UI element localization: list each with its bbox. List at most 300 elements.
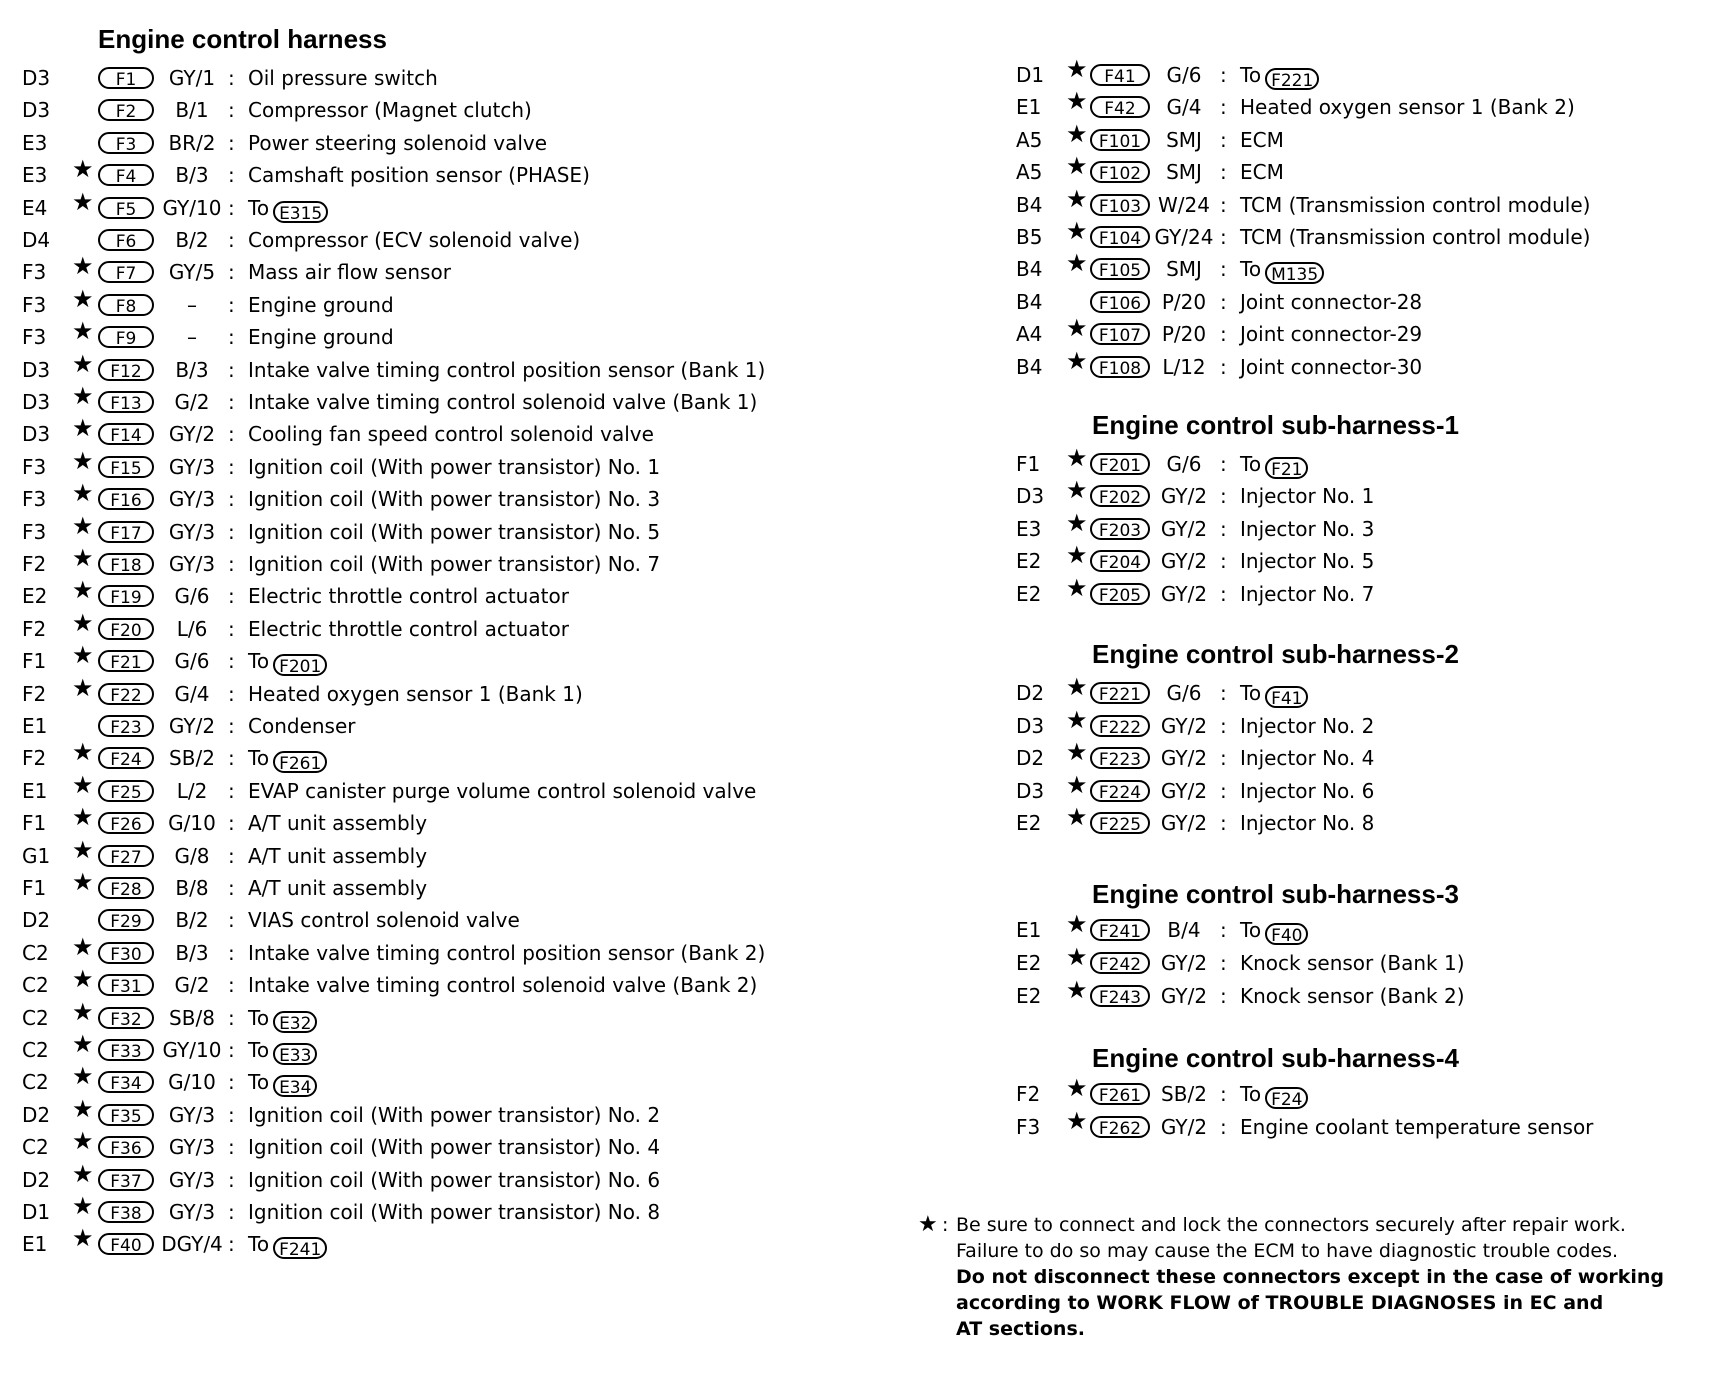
target-connector-code: F201 (273, 654, 327, 676)
connector-row (0, 1062, 960, 1099)
connector-code: F12 (98, 359, 154, 381)
connector-description: A/T unit assembly (248, 843, 428, 868)
connector-row (1000, 910, 1710, 946)
connector-row (1000, 152, 1710, 187)
connector-code: F106 (1090, 291, 1150, 313)
connector-description: Joint connector-30 (1240, 354, 1423, 379)
grid-location: C2 (22, 973, 49, 998)
separator-colon: : (228, 228, 235, 252)
wire-spec: GY/3 (168, 552, 216, 576)
grid-location: D2 (1016, 681, 1045, 705)
wire-spec: GY/2 (1160, 811, 1208, 836)
star-icon: ★ (1066, 705, 1088, 734)
connector-code: F38 (98, 1201, 154, 1223)
separator-colon: : (1220, 581, 1227, 606)
grid-location: D2 (22, 908, 51, 933)
connector-description: A/T unit assembly (248, 811, 428, 836)
separator-colon: : (1220, 681, 1227, 705)
star-icon: ★ (72, 382, 94, 410)
connector-row (0, 252, 960, 287)
connector-row (0, 835, 960, 871)
separator-colon: : (1220, 1082, 1227, 1106)
wire-spec: GY/3 (168, 487, 216, 512)
wire-spec: G/6 (1166, 452, 1202, 476)
separator-colon: : (1220, 354, 1227, 379)
wire-spec: SB/2 (169, 746, 215, 771)
star-icon: ★ (1066, 803, 1088, 832)
grid-location: E2 (1016, 984, 1042, 1008)
wire-spec: GY/3 (168, 1200, 216, 1224)
grid-location: D3 (22, 390, 51, 414)
separator-colon: : (228, 163, 235, 188)
connector-description: Engine ground (248, 292, 394, 317)
target-connector-code: F261 (273, 751, 327, 773)
wire-spec: GY/1 (168, 66, 216, 90)
connector-description: Intake valve timing control position sensor (Bank 2) (248, 940, 766, 965)
wire-spec: G/10 (168, 1070, 216, 1095)
connector-row (0, 187, 960, 224)
separator-colon: : (1220, 516, 1227, 541)
connector-code: F14 (98, 423, 154, 445)
connector-row (0, 446, 960, 482)
connector-code: F204 (1090, 550, 1150, 572)
target-connector-code: F41 (1265, 686, 1308, 708)
connector-code: F104 (1090, 226, 1150, 248)
wire-spec: B/8 (175, 876, 209, 900)
separator-colon: : (228, 1232, 235, 1257)
connector-description: EVAP canister purge volume control solenoid valve (248, 778, 757, 803)
grid-location: E1 (1016, 918, 1042, 942)
wire-spec: W/24 (1158, 192, 1210, 217)
separator-colon: : (228, 616, 235, 641)
separator-colon: : (228, 584, 235, 609)
separator-colon: : (228, 390, 235, 414)
grid-location: C2 (22, 940, 49, 965)
connector-row (1000, 738, 1710, 773)
connector-description: To E33 (248, 1035, 317, 1065)
connector-code: F261 (1090, 1083, 1150, 1105)
connector-description: Injector No. 7 (1240, 581, 1375, 606)
grid-location: E2 (1016, 549, 1042, 574)
separator-colon: : (228, 422, 235, 447)
star-icon: ★ (72, 1159, 94, 1188)
separator-colon: : (228, 649, 235, 674)
connector-description: Compressor (ECV solenoid valve) (248, 228, 581, 252)
connector-code: F27 (98, 845, 154, 867)
wire-spec: P/20 (1161, 289, 1207, 314)
star-icon: ★ (72, 965, 94, 994)
connector-row (1000, 803, 1710, 838)
separator-colon: : (228, 1167, 235, 1192)
wire-spec: – (187, 292, 197, 317)
wire-spec: L/2 (176, 778, 208, 803)
connector-code: F32 (98, 1007, 154, 1029)
connector-code: F1 (98, 67, 154, 89)
connector-code: F18 (98, 553, 154, 575)
wire-spec: GY/3 (168, 1102, 216, 1127)
connector-code: F7 (98, 261, 154, 283)
grid-location: F3 (22, 325, 47, 350)
grid-location: D3 (22, 66, 51, 90)
connector-description: To M135 (1240, 254, 1324, 284)
separator-colon: : (1220, 322, 1227, 347)
wire-spec: G/6 (1166, 63, 1202, 87)
connector-code: F42 (1090, 96, 1150, 118)
footnote-colon: : (942, 1214, 949, 1236)
connector-code: F5 (98, 197, 154, 219)
grid-location: G1 (22, 843, 51, 868)
connector-row (1000, 541, 1710, 576)
separator-colon: : (228, 1070, 235, 1095)
separator-colon: : (228, 940, 235, 965)
connector-row (0, 155, 960, 190)
separator-colon: : (1220, 225, 1227, 249)
separator-colon: : (228, 973, 235, 998)
separator-colon: : (1220, 984, 1227, 1008)
connector-description: Mass air flow sensor (248, 260, 451, 285)
connector-row (0, 63, 960, 93)
footnote-line-2: Failure to do so may cause the ECM to have diagnostic trouble codes. (956, 1240, 1619, 1262)
wire-spec: B/4 (1167, 918, 1201, 942)
connector-row (1000, 314, 1710, 349)
connector-row (0, 225, 960, 255)
grid-location: D3 (22, 357, 51, 382)
grid-location: A5 (1016, 127, 1043, 152)
target-connector-code: E315 (273, 201, 328, 223)
connector-row (1000, 287, 1710, 317)
star-icon: ★ (1066, 573, 1088, 602)
separator-colon: : (228, 519, 235, 544)
connector-description: Electric throttle control actuator (248, 616, 569, 641)
connector-code: F30 (98, 942, 154, 964)
connector-description: Ignition coil (With power transistor) No. 4 (248, 1135, 661, 1160)
footnote-line-3: Do not disconnect these connectors except in the case of working (956, 1266, 1665, 1288)
connector-code: F101 (1090, 129, 1150, 151)
connector-row (0, 711, 960, 741)
wire-spec: SB/2 (1161, 1082, 1207, 1106)
separator-colon: : (228, 876, 235, 900)
grid-location: E2 (22, 584, 48, 609)
connector-description: Injector No. 2 (1240, 713, 1375, 738)
separator-colon: : (1220, 1115, 1227, 1139)
separator-colon: : (228, 552, 235, 576)
star-icon: ★ (1066, 476, 1088, 505)
wire-spec: B/3 (175, 357, 209, 382)
connector-code: F23 (98, 715, 154, 737)
separator-colon: : (1220, 713, 1227, 738)
connector-code: F37 (98, 1169, 154, 1191)
wire-spec: GY/2 (1160, 984, 1208, 1008)
connector-description: To F41 (1240, 678, 1308, 708)
connector-code: F223 (1090, 747, 1150, 769)
grid-location: F3 (22, 292, 47, 317)
connector-row (0, 673, 960, 709)
separator-colon: : (1220, 484, 1227, 509)
connector-description: To F21 (1240, 449, 1308, 479)
connector-row (0, 868, 960, 903)
connector-code: F26 (98, 812, 154, 834)
wire-spec: GY/2 (1160, 746, 1208, 771)
star-icon: ★ (72, 187, 94, 216)
wire-spec: GY/2 (168, 714, 216, 738)
grid-location: D3 (1016, 713, 1045, 738)
connector-row (0, 1094, 960, 1130)
connector-code: F35 (98, 1104, 154, 1126)
connector-code: F33 (98, 1039, 154, 1061)
footnote-star-icon: ★ (918, 1212, 938, 1237)
grid-location: E4 (22, 195, 48, 220)
heading-sub-harness-3: Engine control sub-harness-3 (1092, 879, 1459, 909)
connector-description: Joint connector-28 (1240, 289, 1423, 314)
star-icon: ★ (72, 1030, 94, 1058)
connector-code: F222 (1090, 715, 1150, 737)
connector-code: F202 (1090, 485, 1150, 507)
wire-spec: G/10 (168, 811, 216, 836)
connector-code: F29 (98, 909, 154, 931)
wire-spec: G/6 (1166, 681, 1202, 705)
connector-code: F2 (98, 99, 154, 121)
separator-colon: : (228, 292, 235, 317)
connector-code: F262 (1090, 1116, 1150, 1138)
target-connector-code: E33 (273, 1043, 317, 1065)
wire-spec: GY/5 (168, 260, 216, 285)
wire-spec: SMJ (1166, 257, 1202, 282)
separator-colon: : (228, 1005, 235, 1030)
separator-colon: : (1220, 160, 1227, 185)
footnote-line-4: according to WORK FLOW of TROUBLE DIAGNOSES in EC and (956, 1292, 1604, 1314)
separator-colon: : (228, 1200, 235, 1224)
star-icon: ★ (1066, 1107, 1088, 1135)
wire-spec: L/12 (1162, 354, 1206, 379)
wire-spec: GY/2 (1160, 951, 1208, 975)
connector-description: Injector No. 6 (1240, 778, 1375, 803)
separator-colon: : (1220, 127, 1227, 152)
wire-spec: GY/2 (1160, 713, 1208, 738)
connector-row (0, 905, 960, 935)
separator-colon: : (1220, 289, 1227, 314)
grid-location: E1 (1016, 95, 1042, 120)
connector-code: F22 (98, 683, 154, 705)
connector-code: F242 (1090, 952, 1150, 974)
connector-description: To E315 (248, 193, 328, 223)
connector-row (1000, 673, 1710, 709)
wire-spec: GY/2 (1160, 516, 1208, 541)
grid-location: D2 (22, 1102, 51, 1127)
connector-row (0, 349, 960, 385)
connector-row (1000, 476, 1710, 511)
separator-colon: : (228, 1102, 235, 1127)
connector-description: Ignition coil (With power transistor) No. 5 (248, 519, 661, 544)
star-icon: ★ (1066, 770, 1088, 799)
wire-spec: GY/2 (1160, 778, 1208, 803)
star-icon: ★ (72, 317, 94, 346)
connector-code: F34 (98, 1071, 154, 1093)
grid-location: D2 (1016, 746, 1045, 771)
grid-location: D1 (1016, 63, 1045, 87)
star-icon: ★ (72, 155, 94, 184)
star-icon: ★ (1066, 508, 1088, 537)
wire-spec: B/3 (175, 940, 209, 965)
star-icon: ★ (72, 835, 94, 864)
grid-location: F2 (22, 616, 47, 641)
connector-code: F13 (98, 391, 154, 413)
connector-description: Engine ground (248, 325, 394, 350)
connector-description: Injector No. 5 (1240, 549, 1375, 574)
star-icon: ★ (1066, 738, 1088, 767)
wire-spec: P/20 (1161, 322, 1207, 347)
star-icon: ★ (72, 738, 94, 767)
star-icon: ★ (1066, 1074, 1088, 1102)
wire-spec: BR/2 (168, 130, 216, 155)
connector-description: Heated oxygen sensor 1 (Bank 2) (1240, 95, 1575, 120)
star-icon: ★ (72, 511, 94, 540)
connector-row (0, 738, 960, 775)
grid-location: E3 (22, 163, 48, 188)
connector-description: Intake valve timing control position sensor (Bank 1) (248, 357, 766, 382)
star-icon: ★ (72, 1127, 94, 1156)
wire-spec: G/6 (174, 649, 210, 674)
connector-row (1000, 1107, 1710, 1142)
connector-description: Camshaft position sensor (PHASE) (248, 163, 590, 188)
target-connector-code: F40 (1265, 923, 1308, 945)
wire-spec: G/8 (174, 843, 210, 868)
connector-row (0, 932, 960, 968)
connector-row (0, 1030, 960, 1066)
grid-location: B4 (1016, 354, 1043, 379)
separator-colon: : (1220, 95, 1227, 120)
wire-spec: GY/10 (162, 1038, 222, 1062)
connector-row (0, 128, 960, 158)
separator-colon: : (1220, 778, 1227, 803)
star-icon: ★ (72, 479, 94, 508)
separator-colon: : (1220, 63, 1227, 87)
heading-sub-harness-1: Engine control sub-harness-1 (1092, 410, 1459, 440)
connector-description: Intake valve timing control solenoid valve (Bank 1) (248, 390, 758, 414)
connector-row (0, 965, 960, 1000)
wire-spec: – (187, 325, 197, 350)
connector-description: Engine coolant temperature sensor (1240, 1115, 1594, 1139)
grid-location: A4 (1016, 322, 1043, 347)
connector-description: TCM (Transmission control module) (1240, 225, 1591, 249)
connector-row (0, 997, 960, 1034)
connector-row (1000, 119, 1710, 155)
wire-spec: GY/3 (168, 1135, 216, 1160)
connector-code: F40 (98, 1233, 154, 1255)
connector-code: F225 (1090, 812, 1150, 834)
connector-code: F201 (1090, 453, 1150, 475)
target-connector-code: F241 (273, 1237, 327, 1259)
star-icon: ★ (1066, 541, 1088, 570)
separator-colon: : (1220, 192, 1227, 217)
connector-description: Injector No. 1 (1240, 484, 1375, 509)
connector-description: Ignition coil (With power transistor) No. 1 (248, 454, 661, 479)
grid-location: E2 (1016, 811, 1042, 836)
grid-location: E2 (1016, 951, 1042, 975)
star-icon: ★ (72, 608, 94, 637)
separator-colon: : (1220, 452, 1227, 476)
wire-spec: G/4 (174, 681, 210, 706)
separator-colon: : (228, 778, 235, 803)
star-icon: ★ (1066, 152, 1088, 181)
wire-spec: GY/2 (168, 422, 216, 447)
star-icon: ★ (1066, 217, 1088, 245)
star-icon: ★ (1066, 943, 1088, 971)
connector-description: Ignition coil (With power transistor) No. 3 (248, 487, 661, 512)
star-icon: ★ (72, 576, 94, 605)
grid-location: F1 (22, 876, 47, 900)
wire-spec: B/2 (175, 908, 209, 933)
connector-row (0, 770, 960, 806)
grid-location: B4 (1016, 257, 1043, 282)
star-icon: ★ (72, 1192, 94, 1220)
connector-description: Knock sensor (Bank 2) (1240, 984, 1465, 1008)
connector-description: Injector No. 3 (1240, 516, 1375, 541)
connector-row (0, 1127, 960, 1162)
wire-spec: GY/3 (168, 454, 216, 479)
connector-row (0, 803, 960, 838)
star-icon: ★ (72, 252, 94, 281)
grid-location: B4 (1016, 192, 1043, 217)
connector-code: F221 (1090, 682, 1150, 704)
star-icon: ★ (1066, 976, 1088, 1004)
connector-code: F19 (98, 585, 154, 607)
target-connector-code: F221 (1265, 68, 1319, 90)
grid-location: F3 (22, 454, 47, 479)
wire-spec: G/4 (1166, 95, 1202, 120)
connector-code: F17 (98, 521, 154, 543)
connector-row (1000, 943, 1710, 978)
star-icon: ★ (72, 868, 94, 896)
target-connector-code: F21 (1265, 457, 1308, 479)
star-icon: ★ (72, 997, 94, 1026)
connector-code: F20 (98, 618, 154, 640)
connector-description: Injector No. 4 (1240, 746, 1375, 771)
grid-location: E1 (22, 1232, 48, 1257)
grid-location: F1 (22, 649, 47, 674)
wire-spec: SMJ (1166, 127, 1202, 152)
connector-description: Power steering solenoid valve (248, 130, 548, 155)
star-icon: ★ (72, 284, 94, 313)
connector-code: F21 (98, 650, 154, 672)
connector-description: TCM (Transmission control module) (1240, 192, 1591, 217)
connector-code: F25 (98, 780, 154, 802)
star-icon: ★ (72, 1094, 94, 1123)
star-icon: ★ (1066, 910, 1088, 938)
wire-spec: G/2 (174, 390, 210, 414)
connector-description: To F261 (248, 743, 327, 773)
wire-spec: L/6 (176, 616, 208, 641)
wire-spec: G/6 (174, 584, 210, 609)
star-icon: ★ (1066, 87, 1088, 116)
connector-code: F243 (1090, 985, 1150, 1007)
grid-location: E1 (22, 714, 48, 738)
connector-row (1000, 249, 1710, 286)
connector-description: ECM (1240, 160, 1284, 185)
connector-code: F28 (98, 877, 154, 899)
star-icon: ★ (72, 349, 94, 378)
connector-code: F108 (1090, 356, 1150, 378)
connector-code: F8 (98, 294, 154, 316)
connector-row (1000, 770, 1710, 806)
wire-spec: GY/3 (168, 1167, 216, 1192)
connector-description: Cooling fan speed control solenoid valve (248, 422, 654, 447)
grid-location: F2 (22, 746, 47, 771)
target-connector-code: M135 (1265, 262, 1324, 284)
grid-location: F3 (22, 487, 47, 512)
star-icon: ★ (1066, 673, 1088, 701)
grid-location: D3 (1016, 778, 1045, 803)
footnote-line-5: AT sections. (956, 1318, 1085, 1340)
